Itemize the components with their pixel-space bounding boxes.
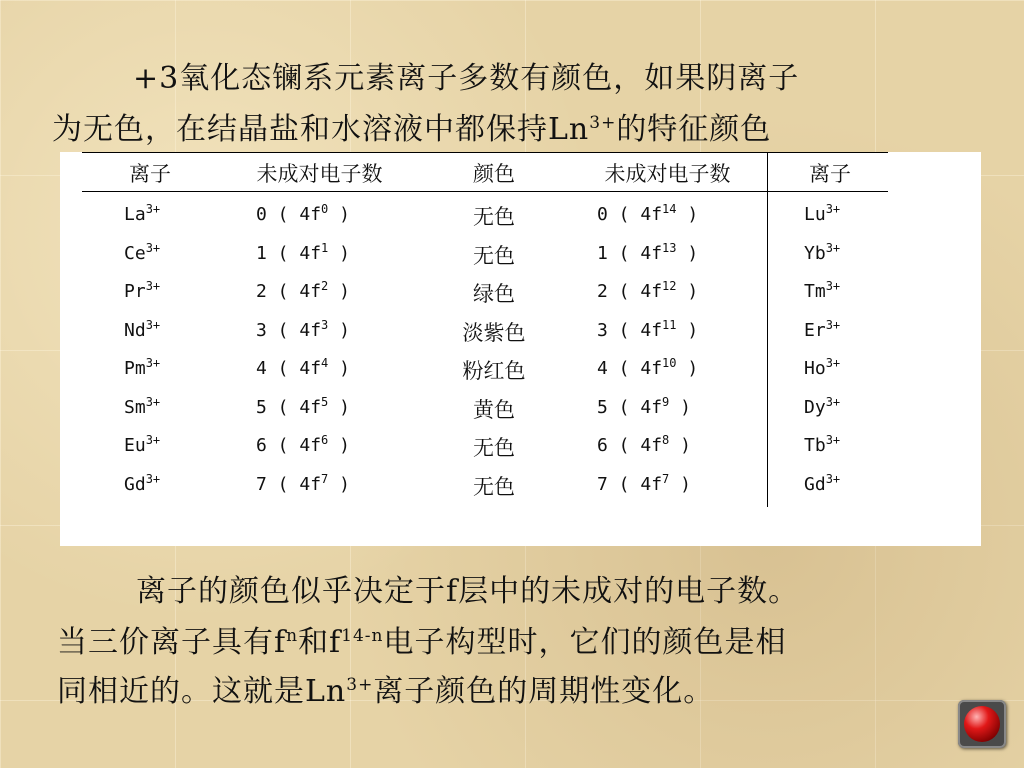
ion-left: $Pr^{3+}$ [124,279,161,302]
header-unpaired-right: 未成对电子数 [604,162,731,186]
ion-right: $Er^{3+}$ [804,317,841,341]
ion-left: $Nd^{3+}$ [124,317,161,341]
ion-right: $Tb^{3+}$ [804,433,841,456]
outro-line-2-b: 和f [298,625,342,660]
config-left: 4 ( $4f^4$ ) [256,356,350,379]
ion-right: $Ho^{3+}$ [804,356,841,379]
ion-left: $Eu^{3+}$ [124,433,161,456]
ion-right: $Yb^{3+}$ [804,240,841,264]
outro-line-2-sup1: n [286,626,299,646]
ion-color: 无色 [473,205,515,229]
ion-color: 无色 [473,243,515,268]
ion-left: $Sm^{3+}$ [124,394,161,418]
ion-color: 无色 [473,436,515,460]
config-left: 5 ( $4f^5$ ) [256,394,350,418]
outro-line-2-c: 电子构型时，它们的颜色是相 [383,625,787,660]
intro-line-2-sup: 3+ [589,113,617,133]
red-ball-button-icon [964,706,1000,742]
header-ion-right: 离子 [809,162,851,186]
config-left: 2 ( $4f^2$ ) [256,279,350,302]
config-right: 5 ( $4f^9$ ) [597,394,691,418]
config-right: 4 ( $4f^{10}$ ) [597,356,699,379]
ion-right: $Dy^{3+}$ [804,394,841,418]
intro-line-2-pre: 为无色，在结晶盐和水溶液中都保持Ln [52,112,590,147]
ion-right: $Lu^{3+}$ [804,202,841,225]
config-right: 7 ( $4f^7$ ) [597,471,691,495]
config-right: 1 ( $4f^{13}$ ) [597,240,699,264]
ion-color: 绿色 [473,282,515,306]
ion-color: 粉红色 [462,359,526,383]
outro-line-3 [57,666,714,710]
ion-left: $Gd^{3+}$ [124,471,161,495]
lanthanide-color-table [60,152,981,546]
config-left: 1 ( $4f^1$ ) [256,240,350,264]
ion-color: 无色 [473,474,515,499]
config-right: 2 ( $4f^{12}$ ) [597,279,699,302]
ion-right: $Gd^{3+}$ [804,471,841,495]
ion-color: 黄色 [473,397,515,422]
header-color: 颜色 [473,162,515,186]
intro-line-1 [133,53,799,97]
outro-line-3-b: 离子颜色的周期性变化。 [373,674,715,709]
config-right: 6 ( $4f^8$ ) [597,433,691,456]
outro-line-1-text: 离子的颜色似乎决定于f层中的未成对的电子数。 [136,574,800,609]
config-left: 6 ( $4f^6$ ) [256,433,350,456]
ion-left: $Pm^{3+}$ [124,356,161,379]
outro-line-3-sup: 3+ [346,675,374,695]
table-divider [767,152,768,507]
ion-left: $La^{3+}$ [124,202,161,225]
config-right: 3 ( $4f^{11}$ ) [597,317,699,341]
intro-line-2 [52,104,771,148]
config-left: 0 ( $4f^0$ ) [256,202,350,225]
next-slide-button[interactable] [958,700,1006,748]
config-right: 0 ( $4f^{14}$ ) [597,202,699,225]
outro-line-3-a: 同相近的。这就是Ln [57,674,347,709]
outro-line-2 [57,617,787,661]
header-ion-left: 离子 [129,162,171,186]
ion-right: $Tm^{3+}$ [804,279,841,302]
ion-left: $Ce^{3+}$ [124,240,161,264]
outro-line-1 [136,566,799,610]
intro-line-2-post: 的特征颜色 [616,112,772,147]
intro-line-1-text: +3氧化态镧系元素离子多数有颜色，如果阴离子 [133,61,800,96]
ion-color: 淡紫色 [462,320,526,345]
config-left: 7 ( $4f^7$ ) [256,471,350,495]
outro-line-2-sup2: 14-n [341,626,384,646]
header-unpaired-left: 未成对电子数 [256,162,383,186]
outro-line-2-a: 当三价离子具有f [57,625,287,660]
config-left: 3 ( $4f^3$ ) [256,317,350,341]
